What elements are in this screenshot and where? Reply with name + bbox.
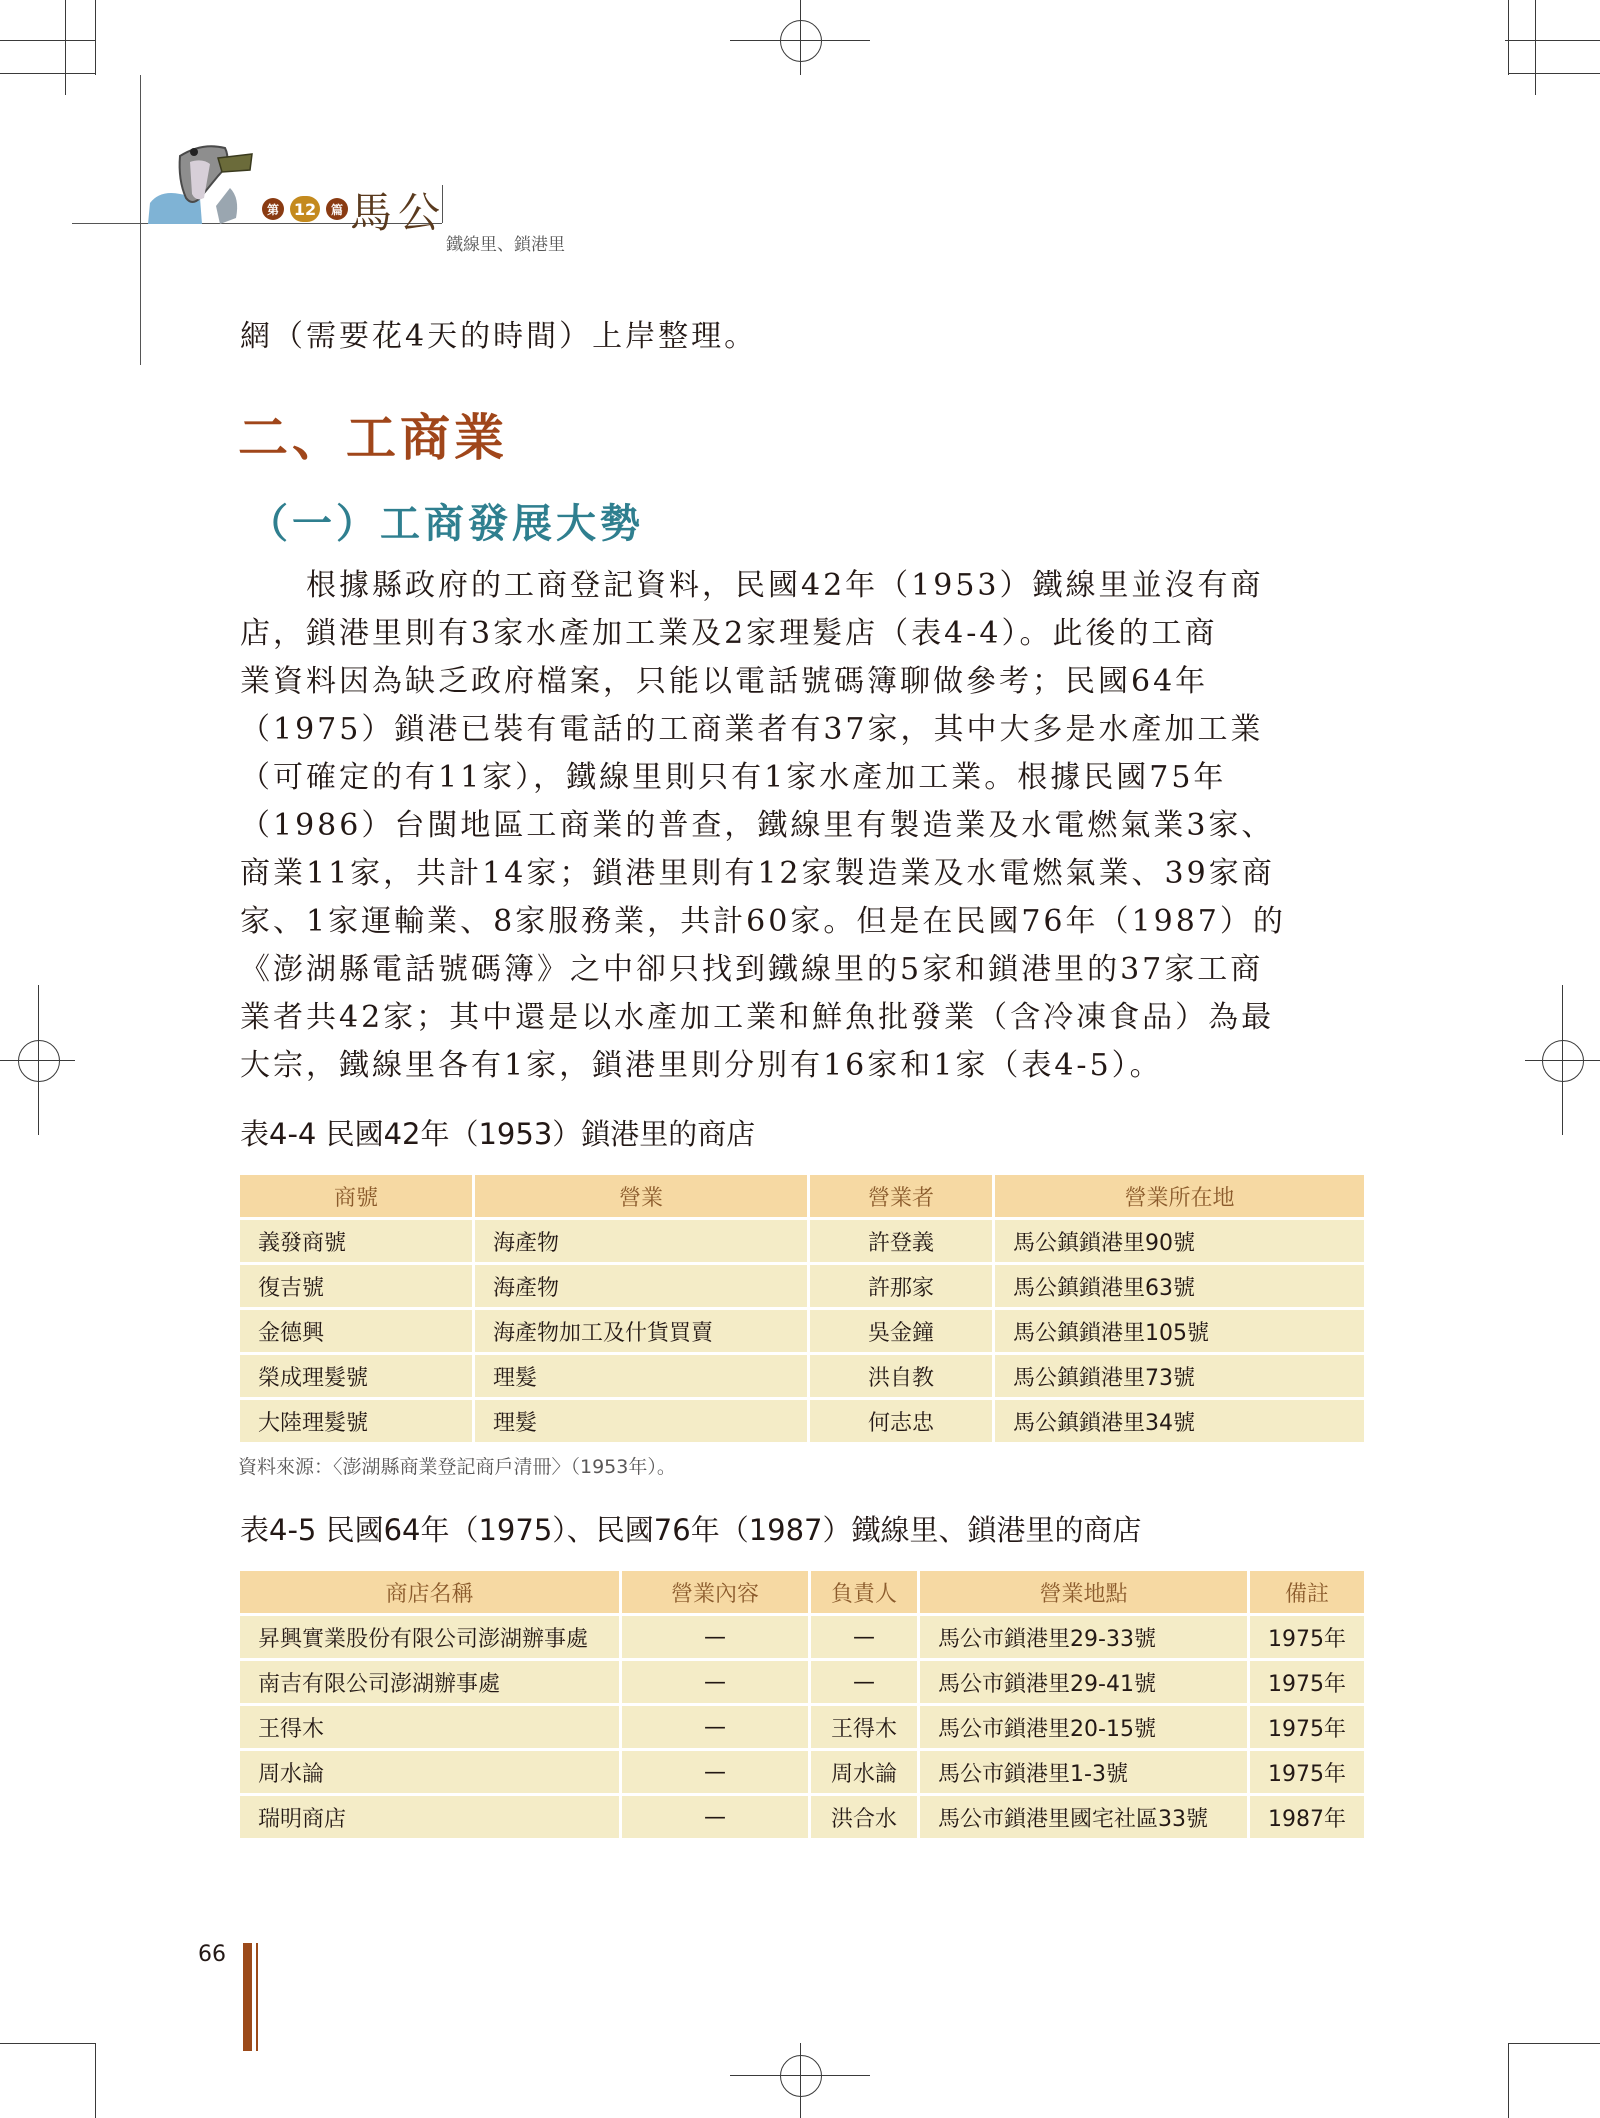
table-cell: 馬公鎮鎖港里90號 xyxy=(995,1220,1364,1265)
crop-mark xyxy=(95,0,96,75)
table-row xyxy=(240,1616,1364,1661)
table-4-5 xyxy=(240,1571,1364,1841)
paragraph-line: （1986）台閩地區工商業的普查，鐵線里有製造業及水電燃氣業3家、 xyxy=(240,808,1275,843)
registration-target xyxy=(18,1040,60,1082)
paragraph-line: 業者共42家；其中還是以水產加工業和鮮魚批發業（含冷凍食品）為最 xyxy=(240,1000,1275,1035)
body-paragraph xyxy=(240,562,1365,1090)
paragraph-line: 業資料因為缺乏政府檔案，只能以電話號碼簿聊做參考；民國64年 xyxy=(240,664,1209,699)
table-cell: 理髮 xyxy=(475,1400,810,1445)
table-cell: 周水論 xyxy=(811,1751,920,1796)
table-cell: 馬公市鎖港里29-33號 xyxy=(920,1616,1250,1661)
table-cell: 義發商號 xyxy=(240,1220,475,1265)
paragraph-line: 根據縣政府的工商登記資料，民國42年（1953）鐵線里並沒有商 xyxy=(240,568,1264,603)
crop-mark xyxy=(1508,2043,1509,2118)
table-row xyxy=(240,1796,1364,1841)
town-title: 馬公 xyxy=(350,188,447,237)
table-cell: — xyxy=(622,1706,811,1751)
registration-target xyxy=(780,2055,822,2097)
table-row xyxy=(240,1310,1364,1355)
table-cell: 周水論 xyxy=(240,1751,622,1796)
table-4-5-caption: 表4-5 民國64年（1975）、民國76年（1987）鐵線里、鎖港里的商店 xyxy=(240,1513,1142,1547)
table-cell: — xyxy=(811,1661,920,1706)
table-cell: 許登義 xyxy=(810,1220,995,1265)
column-header: 營業內容 xyxy=(622,1571,811,1616)
registration-target xyxy=(1562,985,1563,1135)
table-cell: 馬公市鎖港里國宅社區33號 xyxy=(920,1796,1250,1841)
crop-mark xyxy=(95,2043,96,2118)
crop-mark xyxy=(1508,0,1509,75)
registration-target xyxy=(1542,1040,1584,1082)
table-cell: — xyxy=(622,1751,811,1796)
column-header: 營業者 xyxy=(810,1175,995,1220)
table-cell: 1987年 xyxy=(1250,1796,1364,1841)
page-bar-thin xyxy=(256,1943,258,2051)
table-header-row xyxy=(240,1571,1364,1616)
subsection-title: （一）工商發展大勢 xyxy=(248,501,644,547)
table-4-4-source: 資料來源：〈澎湖縣商業登記商戶清冊〉（1953年）。 xyxy=(238,1456,676,1478)
crop-mark xyxy=(0,40,95,41)
table-cell: 理髮 xyxy=(475,1355,810,1400)
table-cell: 海產物 xyxy=(475,1220,810,1265)
table-cell: — xyxy=(811,1616,920,1661)
paragraph-line: 店，鎖港里則有3家水產加工業及2家理髮店（表4-4）。此後的工商 xyxy=(240,616,1218,651)
chapter-number: 12 xyxy=(290,196,320,222)
column-header: 營業地點 xyxy=(920,1571,1250,1616)
table-cell: 王得木 xyxy=(811,1706,920,1751)
table-row xyxy=(240,1706,1364,1751)
crop-mark xyxy=(65,0,66,95)
table-cell: 1975年 xyxy=(1250,1706,1364,1751)
table-row xyxy=(240,1220,1364,1265)
table-row xyxy=(240,1751,1364,1796)
paragraph-line: 《澎湖縣電話號碼簿》之中卻只找到鐵線里的5家和鎖港里的37家工商 xyxy=(240,952,1264,987)
table-cell: 許那家 xyxy=(810,1265,995,1310)
table-cell: 金德興 xyxy=(240,1310,475,1355)
paragraph-line: 商業11家，共計14家；鎖港里則有12家製造業及水電燃氣業、39家商 xyxy=(240,856,1275,891)
table-row xyxy=(240,1355,1364,1400)
registration-target xyxy=(800,0,801,75)
table-cell: 榮成理髮號 xyxy=(240,1355,475,1400)
table-cell: 何志忠 xyxy=(810,1400,995,1445)
table-row xyxy=(240,1661,1364,1706)
table-row xyxy=(240,1400,1364,1445)
table-4-4 xyxy=(240,1175,1364,1445)
crop-mark xyxy=(1505,40,1600,41)
table-cell: — xyxy=(622,1796,811,1841)
table-cell: 馬公市鎖港里1-3號 xyxy=(920,1751,1250,1796)
running-head: 鐵線里、鎖港里 xyxy=(446,235,565,255)
table-4-4-caption: 表4-4 民國42年（1953）鎖港里的商店 xyxy=(240,1117,756,1151)
crop-mark xyxy=(1535,0,1536,95)
table-cell: 洪自教 xyxy=(810,1355,995,1400)
table-cell: — xyxy=(622,1616,811,1661)
crop-mark xyxy=(0,73,95,74)
column-header: 負責人 xyxy=(811,1571,920,1616)
table-cell: 馬公市鎖港里20-15號 xyxy=(920,1706,1250,1751)
table-cell: 昇興實業股份有限公司澎湖辦事處 xyxy=(240,1616,622,1661)
page-bar xyxy=(243,1943,252,2051)
column-header: 營業 xyxy=(475,1175,810,1220)
paragraph-line: （1975）鎖港已裝有電話的工商業者有37家，其中大多是水產加工業 xyxy=(240,712,1264,747)
table-cell: 1975年 xyxy=(1250,1751,1364,1796)
continuation-text: 網（需要花4天的時間）上岸整理。 xyxy=(240,319,758,354)
table-row xyxy=(240,1265,1364,1310)
table-cell: 1975年 xyxy=(1250,1661,1364,1706)
table-cell: 海產物加工及什貨買賣 xyxy=(475,1310,810,1355)
crop-mark xyxy=(1508,73,1600,74)
paragraph-line: （可確定的有11家），鐵線里則只有1家水產加工業。根據民國75年 xyxy=(240,760,1227,795)
registration-target xyxy=(800,2043,801,2118)
chapter-badge xyxy=(262,196,348,222)
table-cell: 1975年 xyxy=(1250,1616,1364,1661)
crop-mark xyxy=(0,2043,95,2044)
chapter-suffix: 篇 xyxy=(326,198,348,220)
table-cell: 南吉有限公司澎湖辦事處 xyxy=(240,1661,622,1706)
table-cell: 復吉號 xyxy=(240,1265,475,1310)
section-title: 二、工商業 xyxy=(238,408,508,467)
table-cell: 瑞明商店 xyxy=(240,1796,622,1841)
table-cell: 吳金鐘 xyxy=(810,1310,995,1355)
table-cell: 馬公鎮鎖港里34號 xyxy=(995,1400,1364,1445)
table-cell: 馬公市鎖港里29-41號 xyxy=(920,1661,1250,1706)
table-cell: 王得木 xyxy=(240,1706,622,1751)
table-cell: 馬公鎮鎖港里63號 xyxy=(995,1265,1364,1310)
column-header: 營業所在地 xyxy=(995,1175,1364,1220)
crop-mark xyxy=(1508,2043,1600,2044)
chapter-prefix: 第 xyxy=(262,198,284,220)
table-cell: 馬公鎮鎖港里73號 xyxy=(995,1355,1364,1400)
column-header: 商店名稱 xyxy=(240,1571,622,1616)
paragraph-line: 家、1家運輸業、8家服務業，共計60家。但是在民國76年（1987）的 xyxy=(240,904,1286,939)
paragraph-line: 大宗，鐵線里各有1家，鎖港里則分別有16家和1家（表4-5）。 xyxy=(240,1048,1163,1083)
column-header: 商號 xyxy=(240,1175,475,1220)
column-header: 備註 xyxy=(1250,1571,1364,1616)
registration-target xyxy=(780,20,822,62)
table-cell: 海產物 xyxy=(475,1265,810,1310)
registration-target xyxy=(38,985,39,1135)
table-cell: 馬公鎮鎖港里105號 xyxy=(995,1310,1364,1355)
table-cell: 洪合水 xyxy=(811,1796,920,1841)
mascot-illustration xyxy=(140,128,265,224)
page-number: 66 xyxy=(198,1942,226,1967)
table-cell: — xyxy=(622,1661,811,1706)
table-header-row xyxy=(240,1175,1364,1220)
table-cell: 大陸理髮號 xyxy=(240,1400,475,1445)
